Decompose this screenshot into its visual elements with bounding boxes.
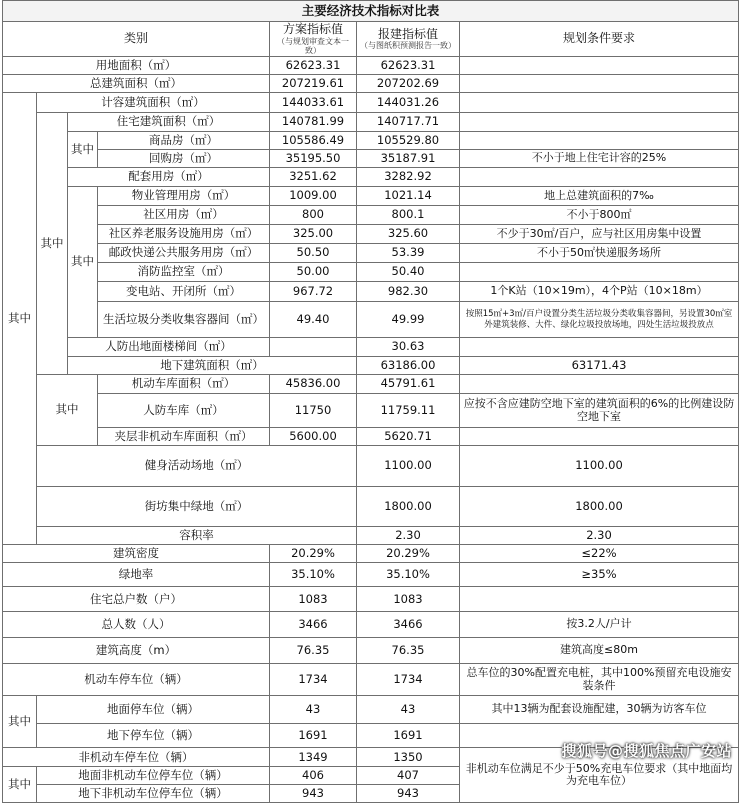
plan-value [270,338,357,357]
requirement: 其中13辆为配套设施配建，30辆为访客车位 [460,696,739,724]
group-label-bike: 其中 [3,767,37,803]
requirement [460,428,739,446]
plan-value: 1349 [270,748,357,767]
row-label: 住宅总户数（户） [3,587,270,612]
build-value: 35.10% [357,563,460,587]
build-value: 20.29% [357,545,460,563]
build-value: 1734 [357,664,460,696]
plan-value: 20.29% [270,545,357,563]
row-label: 地面非机动车位停车位（辆） [37,767,270,785]
row-label: 计容建筑面积（㎡） [37,93,270,113]
build-value: 30.63 [357,338,460,357]
header-requirement: 规划条件要求 [460,22,739,57]
requirement: 不小于800㎡ [460,206,739,225]
plan-value: 1734 [270,664,357,696]
build-value: 3466 [357,612,460,638]
row-label: 健身活动场地（㎡） [37,446,357,487]
requirement: 不小于地上住宅计容的25% [460,150,739,168]
row-label: 消防监控室（㎡） [98,263,270,282]
row-label: 地下建筑面积（㎡） [68,357,357,375]
build-value: 1083 [357,587,460,612]
requirement: 地上总建筑面积的7‰ [460,187,739,206]
build-value: 1691 [357,724,460,748]
row-label: 商品房（㎡） [98,132,270,150]
row-label: 地下非机动车位停车位（辆） [37,785,270,803]
build-value: 982.30 [357,282,460,302]
requirement: 建筑高度≤80m [460,638,739,664]
plan-value: 800 [270,206,357,225]
row-label: 配套用房（㎡） [68,168,270,187]
row-label: 夹层非机动车库面积（㎡） [98,428,270,446]
build-value: 62623.31 [357,57,460,75]
plan-value: 2.30 [357,527,460,545]
requirement [460,338,739,357]
header-plan-main: 方案指标值 [282,21,343,36]
row-label: 社区养老服务设施用房（㎡） [98,225,270,244]
plan-value: 1083 [270,587,357,612]
group-label-outer: 其中 [3,93,37,545]
build-value: 1800.00 [460,486,739,527]
plan-value: 3251.62 [270,168,357,187]
plan-value: 35195.50 [270,150,357,168]
row-label: 建筑密度 [3,545,270,563]
row-label: 用地面积（㎡） [3,57,270,75]
build-value: 53.39 [357,244,460,263]
row-label: 人防车库（㎡） [98,394,270,428]
header-build-main: 报建指标值 [377,26,438,41]
requirement: 按3.2人/户计 [460,612,739,638]
build-value: 35187.91 [357,150,460,168]
group-label-residential: 其中 [68,132,98,168]
build-value: 43 [357,696,460,724]
build-value: 105529.80 [357,132,460,150]
plan-value: 76.35 [270,638,357,664]
build-value: 207202.69 [357,75,460,93]
header-plan-sub: （与规划审查文本一致） [277,36,349,55]
build-value: 11759.11 [357,394,460,428]
plan-value: 207219.61 [270,75,357,93]
build-value: 144031.26 [357,93,460,113]
requirement [460,263,739,282]
header-build-value [357,22,460,57]
build-value: 325.60 [357,225,460,244]
row-label: 人防出地面楼梯间（㎡） [68,338,270,357]
row-label: 住宅建筑面积（㎡） [68,113,270,132]
build-value: 3282.92 [357,168,460,187]
build-value: 50.40 [357,263,460,282]
requirement: 应按不含应建防空地下室的建筑面积的6%的比例建设防空地下室 [460,394,739,428]
plan-value: 62623.31 [270,57,357,75]
plan-value: 943 [270,785,357,803]
build-value: 1100.00 [460,446,739,487]
row-label: 绿地率 [3,563,270,587]
plan-value: 3466 [270,612,357,638]
build-value: 800.1 [357,206,460,225]
plan-value: 144033.61 [270,93,357,113]
plan-value: 45836.00 [270,375,357,394]
requirement [460,168,739,187]
build-value: 76.35 [357,638,460,664]
build-value: 140717.71 [357,113,460,132]
requirement: ≤22% [460,545,739,563]
requirement: 非机动车位满足不少于50%充电车位要求（其中地面均为充电车位） [460,748,739,803]
row-label: 机动车停车位（辆） [3,664,270,696]
plan-value: 105586.49 [270,132,357,150]
requirement [460,75,739,93]
plan-value: 406 [270,767,357,785]
requirement [460,587,739,612]
plan-value: 140781.99 [270,113,357,132]
group-label-underground: 其中 [37,375,98,446]
build-value: 1350 [357,748,460,767]
row-label: 总人数（人） [3,612,270,638]
plan-value: 1691 [270,724,357,748]
row-label: 机动车库面积（㎡） [98,375,270,394]
row-label: 变电站、开闭所（㎡） [98,282,270,302]
requirement [460,375,739,394]
row-label: 总建筑面积（㎡） [3,75,270,93]
requirement [460,57,739,75]
row-label: 地下停车位（辆） [37,724,270,748]
build-value: 407 [357,767,460,785]
table-title: 主要经济技术指标对比表 [3,1,739,22]
requirement [460,93,739,113]
plan-value: 11750 [270,394,357,428]
plan-value: 1800.00 [357,486,460,527]
build-value: 1021.14 [357,187,460,206]
plan-value: 967.72 [270,282,357,302]
plan-value: 43 [270,696,357,724]
requirement: 不少于30㎡/百户，应与社区用房集中设置 [460,225,739,244]
plan-value: 63186.00 [357,357,460,375]
header-category: 类别 [3,22,270,57]
build-value: 45791.61 [357,375,460,394]
row-label: 街坊集中绿地（㎡） [37,486,357,527]
row-label: 社区用房（㎡） [98,206,270,225]
plan-value: 49.40 [270,302,357,338]
build-value: 2.30 [460,527,739,545]
plan-value: 50.00 [270,263,357,282]
requirement: 按照15㎡+3㎡/百户设置分类生活垃圾分类收集容器间，另设置30㎡室外建筑装修、大件、绿化垃圾投放场地，四处生活垃圾投放点 [460,302,739,338]
row-label: 建筑高度（m） [3,638,270,664]
requirement: ≥35% [460,563,739,587]
requirement: 总车位的30%配置充电桩，其中100%预留充电设施安装条件 [460,664,739,696]
build-value: 49.99 [357,302,460,338]
group-label-parking: 其中 [3,696,37,748]
plan-value: 1009.00 [270,187,357,206]
requirement [460,132,739,150]
build-value: 5620.71 [357,428,460,446]
requirement [460,113,739,132]
group-label-jirong: 其中 [37,113,68,375]
watermark: 搜狐号@搜狐焦点广安站 [561,742,732,760]
plan-value: 50.50 [270,244,357,263]
row-label: 回购房（㎡） [98,150,270,168]
requirement: 1个K站（10×19m），4个P站（10×18m） [460,282,739,302]
plan-value: 5600.00 [270,428,357,446]
plan-value: 35.10% [270,563,357,587]
row-label: 容积率 [37,527,357,545]
build-value: 943 [357,785,460,803]
plan-value: 1100.00 [357,446,460,487]
header-plan-value [270,22,357,57]
plan-value: 325.00 [270,225,357,244]
build-value: 63171.43 [460,357,739,375]
requirement: 不小于50㎡快递服务场所 [460,244,739,263]
indicator-table [2,0,739,803]
row-label: 物业管理用房（㎡） [98,187,270,206]
row-label: 生活垃圾分类收集容器间（㎡） [98,302,270,338]
group-label-supporting: 其中 [68,187,98,338]
header-build-sub: （与图纸积预测报告一致） [360,41,456,51]
row-label: 邮政快递公共服务用房（㎡） [98,244,270,263]
row-label: 非机动车停车位（辆） [3,748,270,767]
row-label: 地面停车位（辆） [37,696,270,724]
